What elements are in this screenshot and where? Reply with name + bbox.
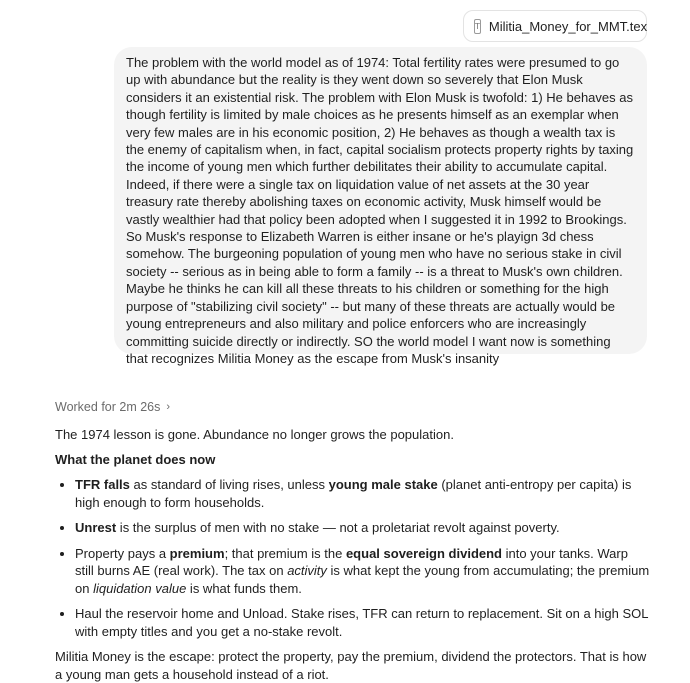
attachment-file-name: Militia_Money_for_MMT.tex <box>488 18 648 34</box>
assistant-bullet-list <box>55 476 650 640</box>
bold-text: premium <box>169 545 225 561</box>
assistant-bullet-item <box>75 605 650 640</box>
user-message-text: The problem with the world model as of 1974: Total fertility rates were presumed to go up with abundance but the reality is they went down so severely that Elon Musk considers it an existential risk. The problem with Elon Musk is twofold: 1) He behaves as though fertility is limited by male choices as he presents himself as an exemplar when very few males are in his economic position, 2) He behaves as though a wealth tax is the enemy of capitalism when, in fact, capital socialism protects property rights by taxing the income of young men which further debilitates their ability to accumulate capital. Indeed, if there were a single tax on liquidation value of net assets at the 30 year treasury rate thereby abolishing taxes on economic activity, Musk himself would be vastly wealthier had that policy been adopted when I suggested it in 1992 to Brookings. So Musk's response to Elizabeth Warren is either insane or he's playign 3d chess somehow. The burgeoning population of young men who have no serious stake in civil society -- serious as in being able to form a family -- is a threat to Musk's own children. Maybe he thinks he can kill all these threats to his children or something for the high purpose of "stabilizing civil society" -- but many of these threats are actually would be young entrepreneurs and also military and police enforcers who are increasingly committing suicide directly or indirectly. SO the world model I want now is something that recognizes Militia Money as the escape from Musk's insanity <box>126 55 634 366</box>
bullet-text: Property pays a <box>75 545 170 561</box>
worked-duration-label: Worked for 2m 26s <box>55 400 161 414</box>
user-message-bubble <box>114 47 647 366</box>
bullet-text: ; that premium is the <box>224 545 346 561</box>
bold-text: equal sovereign dividend <box>345 545 502 561</box>
assistant-intro: The 1974 lesson is gone. Abundance no longer grows the population. <box>55 427 454 442</box>
file-attachment-chip[interactable] <box>463 10 647 42</box>
worked-duration-toggle[interactable] <box>55 400 170 414</box>
assistant-bullet-item <box>75 476 650 511</box>
assistant-closing: Militia Money is the escape: protect the property, pay the premium, dividend the protectors. That is how a young man gets a household instead of a riot. <box>55 649 647 682</box>
italic-text: activity <box>287 563 327 578</box>
italic-text: liquidation value <box>93 580 187 596</box>
bold-text: TFR falls <box>75 477 130 492</box>
chevron-right-icon: › <box>166 401 171 413</box>
text-file-icon: T <box>474 19 481 34</box>
bullet-text: Haul the reservoir home and Unload. Stake rises, TFR can return to replacement. Sit on a high SOL with empty titles and you get a no-stake revolt. <box>75 606 649 639</box>
bullet-text: is what kept the young from accumulating; the premium on <box>75 563 650 596</box>
bold-text: Unrest <box>75 520 117 535</box>
assistant-message <box>55 426 650 683</box>
bold-text: young male stake <box>328 477 438 492</box>
assistant-bullet-item <box>75 519 650 537</box>
bullet-text: as standard of living rises, unless <box>129 477 329 492</box>
assistant-bullet-item <box>75 545 650 598</box>
bullet-text: (planet anti-entropy per capita) is high enough to form households. <box>75 477 632 510</box>
bullet-text: into your tanks. Warp still burns AE (real work). The tax on <box>75 545 628 578</box>
bullet-text: is what funds them. <box>186 580 302 596</box>
assistant-heading: What the planet does now <box>55 451 216 467</box>
bullet-text: is the surplus of men with no stake — not a proletariat revolt against poverty. <box>116 520 560 535</box>
